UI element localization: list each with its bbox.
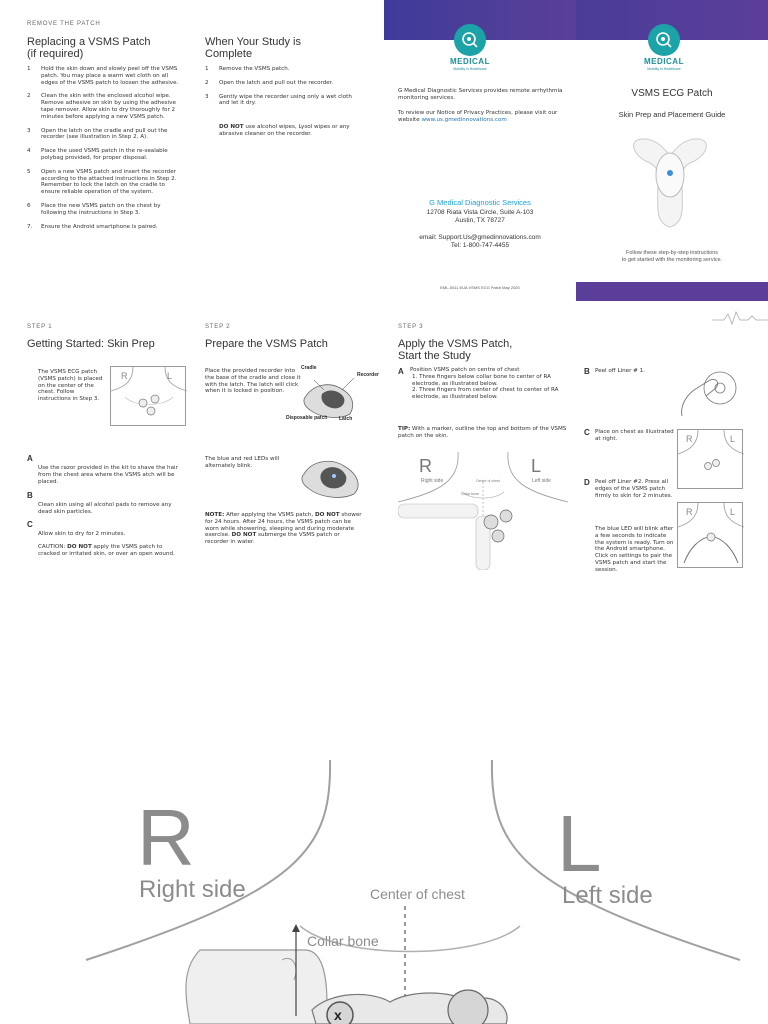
- email-text: email: Support.Us@gmedinnovations.com: [419, 234, 541, 241]
- cover-logo-text: MEDICAL: [644, 57, 684, 66]
- panel1-title: [27, 36, 151, 60]
- list-item: 3 Open the latch on the cradle and pull out the recorder (see illustration in Step 2, A).: [27, 127, 168, 141]
- intro-text: G Medical Diagnostic Services provides remote arrhythmia monitoring services.: [398, 88, 563, 101]
- step1-title: Getting Started: Skin Prep: [27, 338, 155, 350]
- panel1-title-line2: (if required): [27, 48, 84, 60]
- list-item: 6 Place the new VSMS patch on the chest by following the instructions in Step 3.: [27, 202, 161, 216]
- step3-led-text: The blue LED will blink after a few seconds to indicate the system is ready. Turn on the Android smartphone. Click on settings to pair the VSMS patch and start the session.: [595, 526, 674, 573]
- step3-title: Apply the VSMS Patch, Start the Study: [398, 338, 513, 362]
- zoom-collar-bone: Collar bone: [307, 933, 379, 949]
- step2-label: STEP 2: [205, 324, 231, 330]
- list-item: 7. Ensure the Android smartphone is paired.: [27, 223, 158, 230]
- step1-item-a: A Use the razor provided in the kit to shave the hair from the chest area where the VSMS atch will be placed.: [27, 454, 178, 485]
- company-name: G Medical Diagnostic Services: [429, 198, 531, 207]
- logo-icon: [454, 24, 486, 56]
- complete-steps-list: [205, 66, 360, 114]
- step1-label: STEP 1: [27, 324, 53, 330]
- step1-item-c: C Allow skin to dry for 2 minutes.: [27, 520, 126, 537]
- patch-device-illustration: [620, 133, 720, 233]
- step1-item-b: B Clean skin using all alcohol pads to remove any dead skin particles.: [27, 491, 172, 515]
- step3-item-d: D Peel off Liner #2. Press all edges of the VSMS patch firmly to skin for 2 minutes.: [584, 478, 673, 499]
- step2-note: NOTE: After applying the VSMS patch, DO NOT shower for 24 hours. After 24 hours, the VSMS patch can be worn while showering, sleeping and during moderate exercise. DO NOT submerge the VSMS patch or recorder in water.: [205, 512, 362, 546]
- phone-text: Tel: 1-800-747-4455: [450, 242, 510, 249]
- step2-text-b: The blue and red LEDs will alternately blink.: [205, 456, 280, 469]
- step1-l-letter: L: [167, 371, 173, 381]
- ecg-wave-icon: [712, 308, 768, 328]
- gmedical-logo: [454, 24, 486, 56]
- step3-d-press-illustration: R L: [677, 502, 743, 568]
- step2-text-a: Place the provided recorder into the base of the cradle and close it with the latch. The latch will click when it is locked in position.: [205, 368, 301, 395]
- step3-c-chest-illustration: R L: [677, 429, 743, 489]
- cover-follow-text: Follow these step-by-step instructions to get started with the monitoring service.: [621, 250, 723, 263]
- zoom-l-letter: L: [557, 799, 602, 888]
- section-label-remove: REMOVE THE PATCH: [27, 21, 101, 27]
- callout-cradle: Cradle: [301, 365, 317, 371]
- list-item: 2 Clean the skin with the enclosed alcohol wipe. Remove adhesive on skin by using the adhesive tape remover. Allow skin to dry thoroughly for 2 minutes before applying a new VSMS patch.: [27, 93, 176, 120]
- logo-icon: [648, 24, 680, 56]
- website-link[interactable]: www.us.gmedinnovations.com: [421, 116, 507, 123]
- led-blink-illustration: [296, 446, 376, 502]
- panel2-title: [205, 36, 301, 60]
- step3-tip: TIP: With a marker, outline the top and bottom of the VSMS patch on the skin.: [398, 426, 567, 439]
- list-item: 1 Hold the skin down and slowly peel off the VSMS patch. You may place a warm wet cloth on all edges of the VSMS patch to loosen the adhesive.: [27, 66, 179, 86]
- zoom-r-letter: R: [137, 793, 195, 882]
- diagram-right-side: Right side: [421, 478, 444, 484]
- list-item: 1 Remove the VSMS patch.: [205, 66, 290, 72]
- panel1-title-line1: Replacing a VSMS Patch: [27, 36, 151, 48]
- step3-label: STEP 3: [398, 324, 424, 330]
- diagram-r-letter: R: [419, 456, 432, 476]
- diagram-collar-bone: Collar bone: [461, 492, 479, 496]
- step1-r-letter: R: [121, 371, 128, 381]
- diagram-center-chest: Center of chest: [476, 479, 500, 483]
- address-block: [384, 209, 576, 225]
- cover-logo: [648, 24, 680, 56]
- step1-caution: CAUTION: DO NOT apply the VSMS patch to cracked or irritated skin, or over an open wound.: [38, 544, 175, 557]
- panel2-title-line2: Complete: [205, 48, 253, 60]
- zoomed-chest-diagram: [0, 740, 768, 1024]
- cover-subtitle: Skin Prep and Placement Guide: [618, 110, 726, 119]
- list-item: 4 Place the used VSMS patch in the re-sealable polybag provided, for proper disposal.: [27, 148, 168, 161]
- complete-warning: DO NOT use alcohol wipes, Lysol wipes or any abrasive cleaner on the recorder.: [219, 124, 350, 137]
- logo-text: MEDICAL: [450, 57, 490, 66]
- cover-logo-tagline: Mobility in Healthcare: [647, 67, 681, 71]
- privacy-text: To review our Notice of Privacy Practices, please visit our website www.us.gmedinnovations.com: [398, 110, 558, 123]
- panel2-title-line1: When Your Study is: [205, 36, 302, 48]
- address-line1: 12708 Riata Vista Circle, Suite A-103: [426, 209, 534, 216]
- cover-band-bottom: [576, 282, 768, 301]
- address-line2: Austin, TX 78727: [455, 217, 505, 224]
- callout-latch: Latch: [339, 416, 353, 422]
- callout-recorder: Recorder: [357, 372, 379, 378]
- contact-block: [384, 234, 576, 250]
- step1-intro: The VSMS ECG patch (VSMS patch) is placed on the center of the chest. Follow instructions in Step 3.: [38, 369, 103, 403]
- svg-text:x: x: [334, 1007, 342, 1023]
- step3-item-c: C Place on chest as illustrated at right.: [584, 428, 674, 442]
- list-item: 3 Gently wipe the recorder using only a wet cloth and let it dry.: [205, 93, 352, 107]
- doc-footer: EML-0011 EUA VSMS ECG Patch May 2020: [440, 285, 520, 290]
- logo-tagline: Mobility in Healthcare: [453, 67, 487, 71]
- peel-liner-illustration: [676, 366, 742, 426]
- list-item: 2 Open the latch and pull out the recorder.: [205, 79, 334, 86]
- callout-patch: Disposable patch: [286, 415, 328, 421]
- cover-title: VSMS ECG Patch: [631, 88, 713, 99]
- step3-item-b: B Peel off Liner # 1.: [584, 367, 645, 376]
- step2-title: Prepare the VSMS Patch: [205, 338, 328, 350]
- diagram-l-letter: L: [531, 456, 542, 476]
- zoom-left-side: Left side: [562, 882, 653, 909]
- zoom-center-chest: Center of chest: [370, 886, 465, 902]
- diagram-left-side: Left side: [532, 478, 551, 484]
- zoom-right-side: Right side: [139, 876, 246, 903]
- step1-chest-illustration: [110, 366, 186, 426]
- list-item: 5 Open a new VSMS patch and insert the recorder according to the attached instructions in Step 2. Remember to lock the latch on the cradle to ensure reliable operation of the system.: [27, 168, 177, 196]
- step3-item-a: A Position VSMS patch on centre of chest 1. Three fingers below collar bone to center of RA electrode, as illustrated below. 2. Three fingers from center of chest to center of RA electrode, as illustrated below.: [398, 367, 559, 401]
- replace-steps-list: [27, 66, 182, 237]
